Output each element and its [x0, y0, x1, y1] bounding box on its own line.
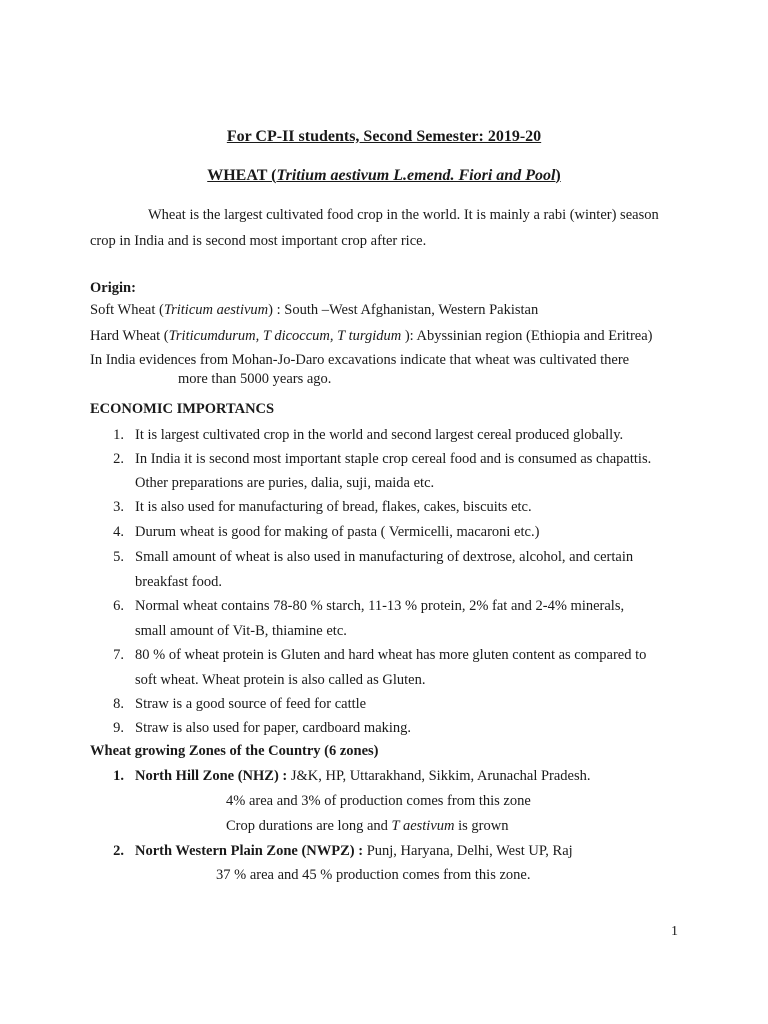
origin-hard-wheat: [90, 328, 652, 345]
zone-duration-end: is grown: [454, 818, 509, 834]
origin-soft-label: Soft Wheat (: [90, 302, 164, 318]
list-item-number: 3.: [113, 499, 124, 515]
list-item-number: 5.: [113, 549, 124, 565]
zone-north-western-plain: [135, 843, 573, 860]
list-item-number: 2.: [113, 451, 124, 467]
economic-heading: ECONOMIC IMPORTANCS: [90, 401, 275, 417]
list-item-number: 4.: [113, 524, 124, 540]
origin-soft-scientific: Triticum aestivum: [163, 302, 269, 318]
zone-name: North Western Plain Zone (NWPZ) :: [135, 843, 364, 859]
origin-hard-region: ): Abyssinian region (Ethiopia and Eritrea): [401, 328, 653, 344]
list-item: Normal wheat contains 78-80 % starch, 11-13 % protein, 2% fat and 2-4% minerals,: [135, 598, 625, 614]
list-item-continued: small amount of Vit-B, thiamine etc.: [135, 623, 347, 639]
zone-states: J&K, HP, Uttarakhand, Sikkim, Arunachal Pradesh.: [287, 768, 591, 784]
zone-north-hill-duration: [226, 818, 508, 835]
zone-north-hill: [135, 768, 591, 785]
origin-hard-scientific: Triticumdurum, T dicoccum, T turgidum: [168, 328, 402, 344]
list-item: Small amount of wheat is also used in manufacturing of dextrose, alcohol, and certain: [135, 549, 634, 565]
list-item: It is largest cultivated crop in the world and second largest cereal produced globally.: [135, 427, 624, 443]
origin-india-line-1: In India evidences from Mohan-Jo-Daro excavations indicate that wheat was cultivated there: [90, 352, 630, 368]
intro-line-1: Wheat is the largest cultivated food crop in the world. It is mainly a rabi (winter) season: [148, 207, 659, 223]
zone-number: 1.: [113, 768, 124, 784]
course-heading: For CP-II students, Second Semester: 2019-20: [226, 128, 542, 145]
list-item-number: 1.: [113, 427, 124, 443]
list-item-number: 6.: [113, 598, 124, 614]
zone-number: 2.: [113, 843, 124, 859]
list-item: 80 % of wheat protein is Gluten and hard wheat has more gluten content as compared to: [135, 647, 647, 663]
document-title: [0, 167, 768, 185]
origin-heading: Origin:: [90, 280, 136, 296]
list-item-number: 7.: [113, 647, 124, 663]
list-item: In India it is second most important staple crop cereal food and is consumed as chapattis.: [135, 451, 652, 467]
list-item-number: 8.: [113, 696, 124, 712]
origin-hard-label: Hard Wheat (: [90, 328, 169, 344]
zone-duration-species: T aestivum: [391, 818, 455, 834]
intro-line-2: crop in India and is second most important crop after rice.: [90, 233, 427, 249]
list-item-continued: Other preparations are puries, dalia, suji, maida etc.: [135, 475, 435, 491]
list-item: Straw is a good source of feed for cattle: [135, 696, 367, 712]
list-item: Durum wheat is good for making of pasta ( Vermicelli, macaroni etc.): [135, 524, 540, 540]
list-item-continued: breakfast food.: [135, 574, 222, 590]
origin-soft-region: ) : South –West Afghanistan, Western Pakistan: [268, 302, 539, 318]
zone-name: North Hill Zone (NHZ) :: [135, 768, 288, 784]
list-item: Straw is also used for paper, cardboard making.: [135, 720, 412, 736]
list-item-number: 9.: [113, 720, 124, 736]
zone-duration-text: Crop durations are long and: [226, 818, 392, 834]
title-text: WHEAT (: [207, 167, 277, 184]
origin-india-line-2: more than 5000 years ago.: [178, 371, 332, 387]
origin-soft-wheat: [90, 302, 538, 319]
zones-heading: Wheat growing Zones of the Country (6 zones): [90, 743, 379, 759]
list-item-continued: soft wheat. Wheat protein is also called as Gluten.: [135, 672, 426, 688]
title-scientific-name: Tritium aestivum L.emend. Fiori and Pool: [276, 167, 556, 184]
zone-north-western-plain-area: 37 % area and 45 % production comes from this zone.: [216, 867, 531, 883]
page-number: 1: [671, 924, 678, 939]
zone-states: Punj, Haryana, Delhi, West UP, Raj: [363, 843, 573, 859]
zone-north-hill-area: 4% area and 3% of production comes from this zone: [226, 793, 531, 809]
list-item: It is also used for manufacturing of bread, flakes, cakes, biscuits etc.: [135, 499, 532, 515]
title-close: ): [555, 167, 561, 184]
